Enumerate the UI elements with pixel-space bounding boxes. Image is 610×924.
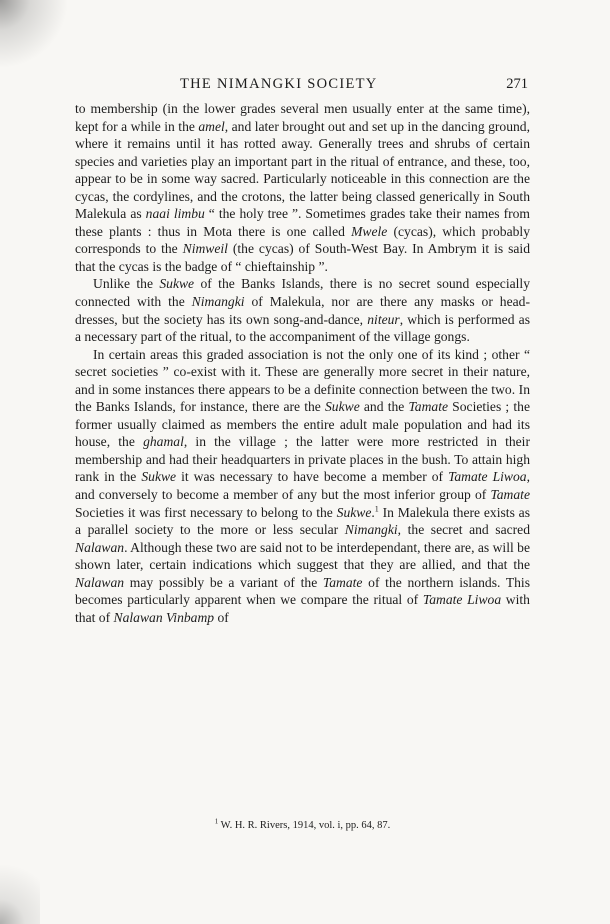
text-run: may possibly be a variant of the xyxy=(124,574,323,590)
footnote-ref: 1 xyxy=(374,504,379,514)
paragraph xyxy=(75,346,530,627)
text-run: with that of xyxy=(75,592,530,625)
scan-shadow-bottom xyxy=(0,844,40,924)
text-run: (the cycas) of South-West Bay. In Ambrym it is said that the cycas is the badge of “ chieftainship ”. xyxy=(75,241,530,274)
text-run: to membership (in the lower grades several men usually enter at the same time), kept for a while in the xyxy=(75,101,530,134)
italic-term: Nalawan xyxy=(75,539,125,555)
text-run: and the xyxy=(359,399,409,415)
text-run: “ the holy tree ”. Sometimes grades take their names from these plants : thus in Mota there is one called xyxy=(75,206,531,239)
italic-term: Sukwe xyxy=(336,504,372,520)
body-text xyxy=(75,100,530,626)
text-run: . xyxy=(371,504,375,520)
paragraph xyxy=(75,275,530,345)
page-header xyxy=(75,76,528,96)
italic-term: Sukwe xyxy=(159,276,195,292)
paragraph xyxy=(75,100,530,275)
page-number: 271 xyxy=(506,76,528,92)
text-run: of Malekula, nor are there any masks or head-dresses, but the society has its own song-and-dance, xyxy=(75,294,530,327)
text-run: of the Banks Islands, there is no secret sound especially connected with the xyxy=(75,276,530,310)
text-run: , which is performed as a necessary part of the ritual, to the accompaniment of the village gongs. xyxy=(75,311,530,345)
text-run: (cycas), which probably corresponds to the xyxy=(75,223,530,257)
italic-term: Tamate xyxy=(322,574,363,590)
running-head: THE NIMANGKI SOCIETY xyxy=(180,76,378,92)
italic-term: niteur xyxy=(367,311,400,327)
italic-term: Nalawan Vinbamp xyxy=(113,609,215,625)
italic-term: ghamal xyxy=(143,434,184,450)
italic-term: Nimangki xyxy=(191,294,245,310)
italic-term: Sukwe xyxy=(141,469,177,485)
text-run: In Malekula there exists as a parallel society to the more or less secular xyxy=(75,504,530,538)
italic-term: amel xyxy=(198,118,225,134)
text-run: of xyxy=(214,609,229,625)
italic-term: Sukwe xyxy=(325,399,360,415)
text-run: . Although these two are said not to be interdependant, there are, as will be shown later, certain indications which suggest that they are allied, and that the xyxy=(75,539,530,573)
footnote-text: W. H. R. Rivers, 1914, vol. i, pp. 64, 87. xyxy=(218,820,391,831)
text-run: Societies ; the former usually claimed as members the entire adult male population and had its house, the xyxy=(75,399,530,450)
italic-term: Nimweil xyxy=(182,241,228,257)
text-run: Societies it was first necessary to belong to the xyxy=(75,504,337,520)
text-run: , and conversely to become a member of any but the most inferior group of xyxy=(75,469,531,503)
italic-term: naai limbu xyxy=(145,206,205,222)
italic-term: Mwele xyxy=(351,223,388,239)
text-run: , in the village ; the latter were more restricted in their membership and had their headquarters in private places in the bush. To attain high rank in the xyxy=(75,434,530,485)
text-run: In certain areas this graded association is not the only one of its kind ; other “ secret societies ” co-exist with it. These are generally more secret in their nature, and in some instances there appears to be a definite connection between the two. In the Banks Islands, for instance, there are the xyxy=(75,346,530,415)
text-run: of the northern islands. This becomes particularly apparent when we compare the ritual of xyxy=(75,574,530,608)
italic-term: Tamate xyxy=(408,399,449,415)
italic-term: Nimangki xyxy=(344,522,398,538)
italic-term: Tamate Liwoa xyxy=(448,469,527,485)
text-run: , and later brought out and set up in the dancing ground, where it remains until it has rotted away. Generally trees and shrubs of certain species and varieties play an important part in the ritual of entrance, and these, too, appear to be in some way sacred. Particularly noticeable in this connection are the cycas, the cordylines, and the crotons, the latter being classed generically in South Malekula as xyxy=(75,118,530,222)
footnote xyxy=(75,817,530,831)
scan-shadow-top xyxy=(0,0,70,70)
italic-term: Nalawan xyxy=(75,574,125,590)
text-run: Unlike the xyxy=(93,276,160,292)
footnote-marker: 1 xyxy=(214,817,219,826)
text-run: it was necessary to have become a member of xyxy=(176,469,449,485)
italic-term: Tamate xyxy=(490,487,530,503)
italic-term: Tamate Liwoa xyxy=(422,592,502,608)
text-run: , the secret and sacred xyxy=(397,522,530,538)
